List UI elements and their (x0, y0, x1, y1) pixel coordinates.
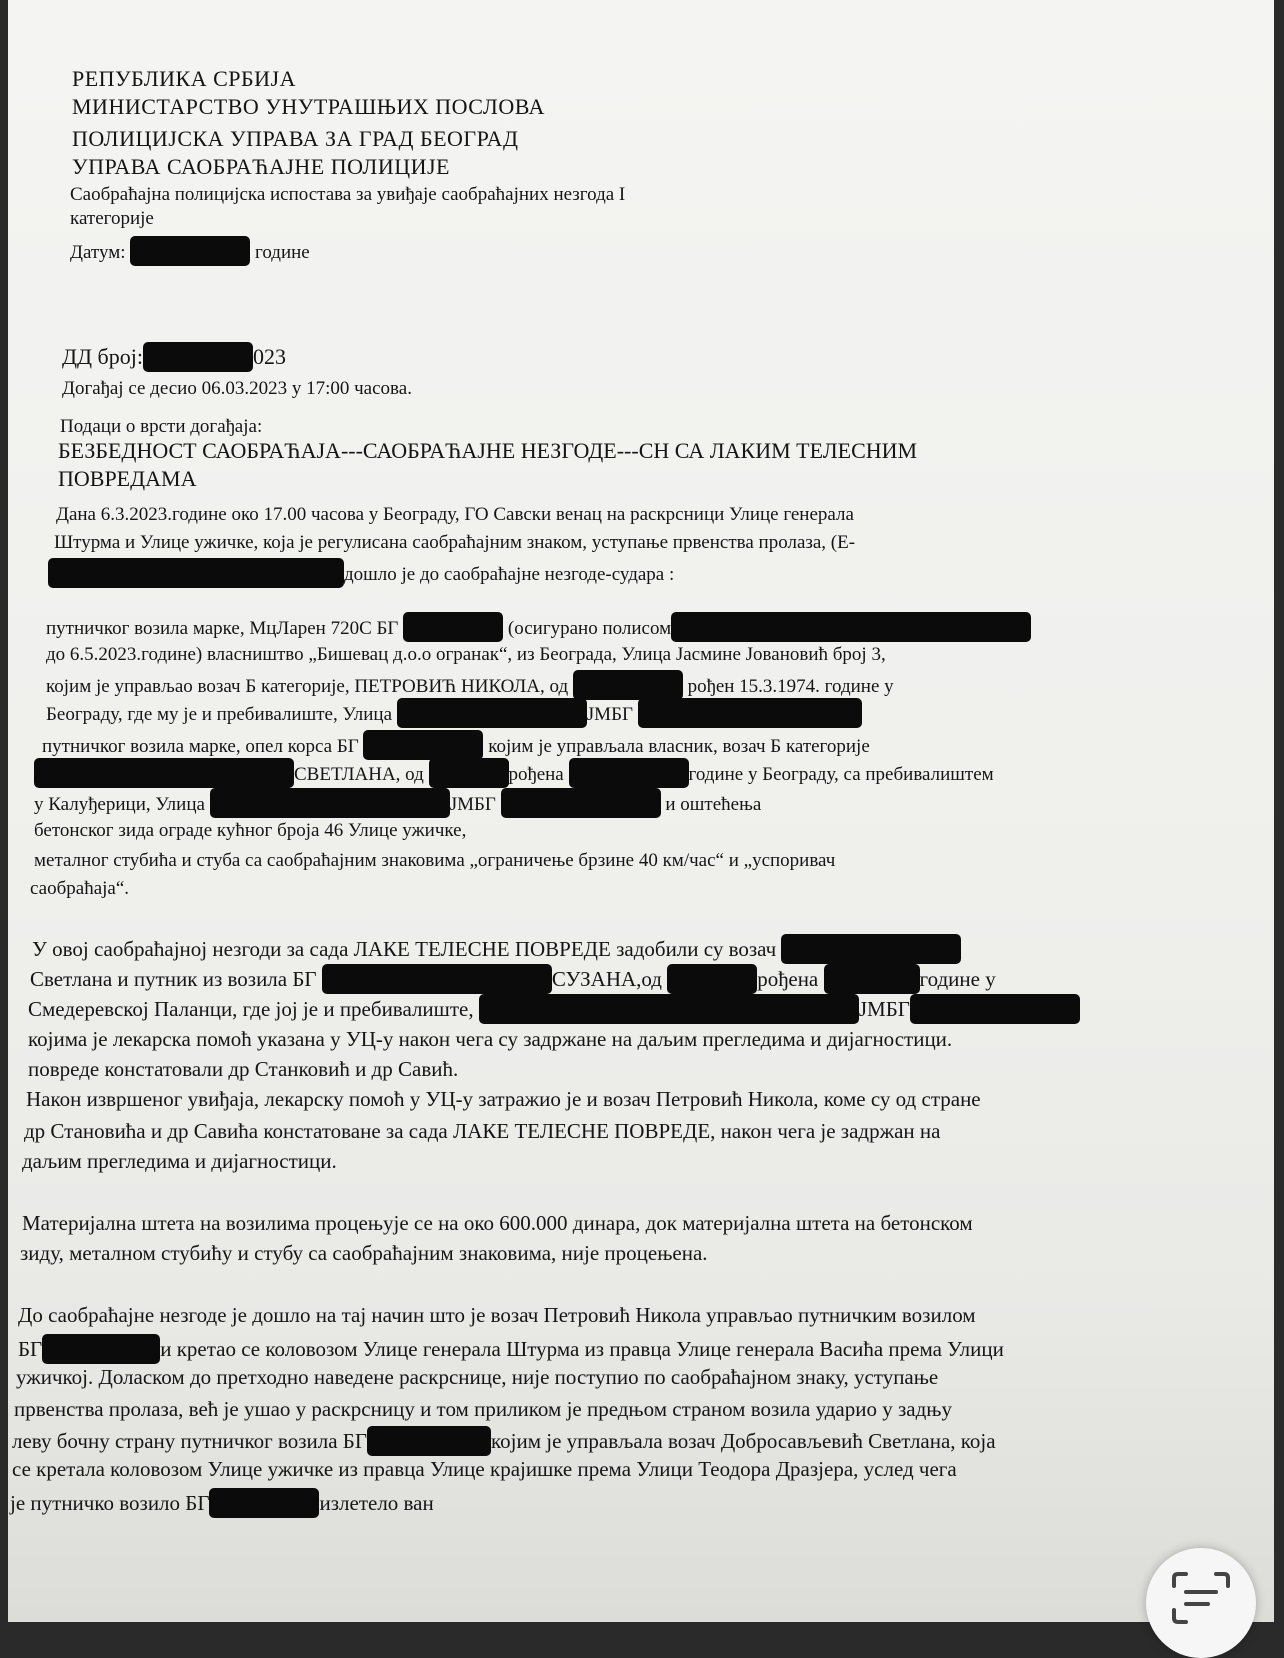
vehicle2-street: у Калуђерици, Улица (34, 794, 205, 815)
redaction (397, 698, 587, 728)
vehicle1-line1 (46, 612, 1031, 642)
header-police-administration: ПОЛИЦИЈСКА УПРАВА ЗА ГРАД БЕОГРАД (72, 126, 519, 151)
vehicle1-text-a: путничког возила марке, МцЛарен 720С БГ (46, 618, 399, 639)
p2-line1-text: У овој саобраћајној незгоди за сада ЛАКЕ ТЕЛЕСНЕ ПОВРЕДЕ задобили су возач (32, 937, 777, 961)
redaction (671, 612, 1031, 642)
redaction (501, 788, 661, 818)
p5-line7 (10, 1488, 434, 1518)
p3-line1: Након извршеног увиђаја, лекарску помоћ у УЦ-у затражио је и возач Петровић Никола, коме су од стране (26, 1087, 981, 1111)
text-scan-button[interactable] (1146, 1548, 1256, 1658)
vehicle2-line3 (34, 788, 761, 818)
redaction (210, 788, 450, 818)
p2-line5: повреде констатовали др Станковић и др Савић. (28, 1057, 459, 1081)
case-number-label: ДД број: (62, 344, 143, 369)
p2-born: рођена (757, 967, 819, 991)
redaction (322, 964, 552, 994)
p5-line4: првенства пролаза, већ је ушао у раскрсницу и том приликом је предњом страном возила ударио у задњу (14, 1397, 952, 1421)
date-line (70, 236, 310, 266)
vehicle2-text-a: путничког возила марке, опел корса БГ (42, 736, 359, 757)
vehicle1-text-b: (осигурано полисом (507, 618, 672, 639)
vehicle2-text-b: којим је управљала власник, возач Б категорије (488, 736, 870, 757)
p5-plate-prefix: БГ (18, 1337, 43, 1361)
vehicle1-residence-text: Београду, где му је и пребивалиште, Улица (46, 704, 393, 725)
redaction (130, 236, 250, 266)
p5-line5-text-b: којим је управљала возач Добросављевић Светлана, која (491, 1429, 996, 1453)
p5-line5 (12, 1426, 996, 1456)
redaction (910, 994, 1080, 1024)
p2-line1 (32, 934, 961, 964)
p5-line6: се кретала коловозом Улице ужичке из правца Улице крајишке према Улици Теодора Дразјера, услед чега (12, 1457, 957, 1481)
vehicle2-name: СВЕТЛАНА, од (294, 764, 424, 785)
p5-line7-text-a: је путничко возило БГ (10, 1491, 210, 1515)
redaction (638, 698, 862, 728)
vehicle1-line4 (46, 698, 862, 728)
p1-line1: Дана 6.3.2023.године око 17.00 часова у Београду, ГО Савски венац на раскрсници Улице генерала (56, 504, 854, 525)
redaction (403, 612, 503, 642)
p4-line2: зиду, металном стубићу и стубу са саобраћајним знаковима, није процењена. (20, 1241, 708, 1265)
case-number-line (62, 342, 286, 372)
header-traffic-police: УПРАВА САОБРАЋАЈНЕ ПОЛИЦИЈЕ (72, 154, 450, 179)
p5-line3: ужичкој. Доласком до претходно наведене раскрснице, није поступио по саобраћајном знаку, уступање (16, 1365, 939, 1389)
damage-line1: бетонског зида ограде кућног броја 46 Улице ужичке, (34, 820, 467, 841)
redaction (479, 994, 859, 1024)
redaction (667, 964, 757, 994)
redaction (42, 1334, 160, 1364)
damage-line3: саобраћаја“. (30, 878, 130, 899)
scan-text-icon (1170, 1570, 1232, 1626)
date-label: Датум: (70, 242, 126, 263)
case-number-suffix: 023 (252, 344, 286, 369)
p2-residence: Смедеревској Паланци, где јој је и пребивалиште, (28, 997, 474, 1021)
vehicle1-driver-text: којим је управљао возач Б категорије, ПЕТРОВИЋ НИКОЛА, од (46, 676, 569, 697)
p5-line1: До саобраћајне незгоде је дошло на тај начин што је возач Петровић Никола управљао путничким возилом (18, 1303, 976, 1327)
p2-passenger-name: СУЗАНА,од (551, 967, 662, 991)
vehicle2-residence: године у Београду, са пребивалиштем (688, 764, 994, 785)
vehicle2-line1 (42, 730, 870, 760)
date-suffix: године (255, 242, 310, 263)
p2-line2 (30, 964, 996, 994)
header-country: РЕПУБЛИКА СРБИЈА (72, 66, 296, 91)
vehicle1-born-text: рођен 15.3.1974. године у (687, 676, 894, 697)
p2-line4: којима је лекарска помоћ указана у УЦ-у након чега су задржане на даљим прегледима и дијагностици. (28, 1027, 953, 1051)
p5-line5-text-a: леву бочну страну путничког возила БГ (12, 1429, 368, 1453)
vehicle2-jmbg-label: ЈМБГ (449, 794, 496, 815)
vehicle2-born: рођена (508, 764, 564, 785)
header-unit-cont: категорије (70, 208, 154, 229)
event-time: Догађај се десио 06.03.2023 у 17:00 часова. (62, 378, 412, 399)
header-ministry: МИНИСТАРСТВО УНУТРАШЊИХ ПОСЛОВА (72, 94, 545, 119)
p2-jmbg-label: ЈМБГ (858, 997, 910, 1021)
vehicle2-line2 (34, 758, 994, 788)
p5-line2 (18, 1334, 1004, 1364)
p1-line3-text: дошло је до саобраћајне незгоде-судара : (344, 564, 675, 585)
redaction (48, 558, 344, 588)
redaction (569, 758, 689, 788)
redaction (209, 1488, 319, 1518)
p5-line2-text: и кретао се коловозом Улице генерала Штурма из правца Улице генерала Васића према Улици (160, 1337, 1004, 1361)
p4-line1: Материјална штета на возилима процењује се на око 600.000 динара, док материјална штета на бетонском (22, 1211, 973, 1235)
p3-line2: др Становића и др Савића констатоване за сада ЛАКЕ ТЕЛЕСНЕ ПОВРЕДЕ, након чега је задржан на (24, 1119, 941, 1143)
p2-year-text: године у (919, 967, 996, 991)
event-type-line1: БЕЗБЕДНОСТ САОБРАЋАЈА---САОБРАЋАЈНЕ НЕЗГОДЕ---СН СА ЛАКИМ ТЕЛЕСНИМ (58, 438, 918, 463)
redaction (143, 342, 253, 372)
p1-line3 (48, 558, 674, 588)
p2-passenger-text: Светлана и путник из возила БГ (30, 967, 317, 991)
redaction (429, 758, 509, 788)
p1-line2: Штурма и Улице ужичке, која је регулисана саобраћајним знаком, уступање првенства пролаза, (Е- (54, 532, 856, 553)
p3-line3: даљим прегледима и дијагностици. (22, 1149, 337, 1173)
redaction (34, 758, 294, 788)
redaction (573, 670, 683, 700)
redaction (781, 934, 961, 964)
redaction (367, 1426, 491, 1456)
vehicle1-jmbg-label: ЈМБГ (586, 704, 633, 725)
document-page (8, 0, 1274, 1622)
event-type-label: Подаци о врсти догађаја: (60, 416, 263, 437)
vehicle1-line3 (46, 670, 894, 700)
redaction (363, 730, 483, 760)
vehicle1-line2: до 6.5.2023.године) власништво „Бишевац д.о.о огранак“, из Београда, Улица Јасмине Јовановић број 3, (46, 644, 886, 665)
p2-line3 (28, 994, 1080, 1024)
redaction (824, 964, 920, 994)
event-type-line2: ПОВРЕДАМА (58, 466, 197, 491)
damage-line2: металног стубића и стуба са саобраћајним знаковима „ограничење брзине 40 км/час“ и „успоривач (34, 850, 836, 871)
vehicle2-damage: и оштећења (665, 794, 762, 815)
header-unit: Саобраћајна полицијска испостава за увиђаје саобраћајних незгода I (70, 184, 626, 205)
p5-line7-text-b: излетело ван (319, 1491, 434, 1515)
